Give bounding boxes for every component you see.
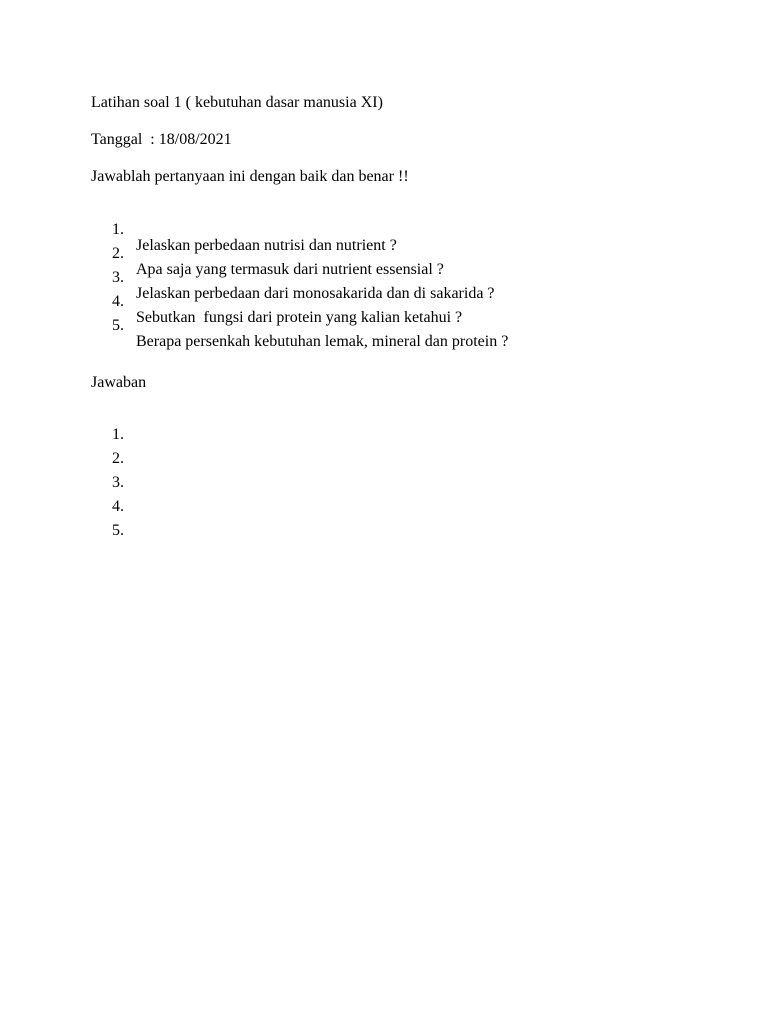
answer-number: 2. — [112, 450, 124, 467]
question-number: 1. — [112, 221, 124, 238]
question-text: Jelaskan perbedaan dari monosakarida dan di sakarida ? — [136, 285, 495, 302]
question-text: Jelaskan perbedaan nutrisi dan nutrient ? — [136, 237, 397, 254]
question-text: Sebutkan fungsi dari protein yang kalian ketahui ? — [136, 309, 463, 326]
answer-number: 1. — [112, 426, 124, 443]
answer-number: 3. — [112, 474, 124, 491]
answer-number: 4. — [112, 498, 124, 515]
answer-number: 5. — [112, 522, 124, 539]
answer-item — [0, 507, 124, 555]
answer-heading: Jawaban — [91, 374, 147, 391]
document-title: Latihan soal 1 ( kebutuhan dasar manusia XI) — [91, 94, 383, 111]
question-text: Berapa persenkah kebutuhan lemak, mineral dan protein ? — [136, 333, 509, 350]
question-number: 4. — [112, 293, 124, 310]
question-text: Apa saja yang termasuk dari nutrient essensial ? — [136, 261, 444, 278]
question-number: 5. — [112, 317, 124, 334]
document-date: Tanggal : 18/08/2021 — [91, 131, 232, 148]
document-instruction: Jawablah pertanyaan ini dengan baik dan benar !! — [91, 168, 409, 185]
question-number: 3. — [112, 269, 124, 286]
question-number: 2. — [112, 245, 124, 262]
